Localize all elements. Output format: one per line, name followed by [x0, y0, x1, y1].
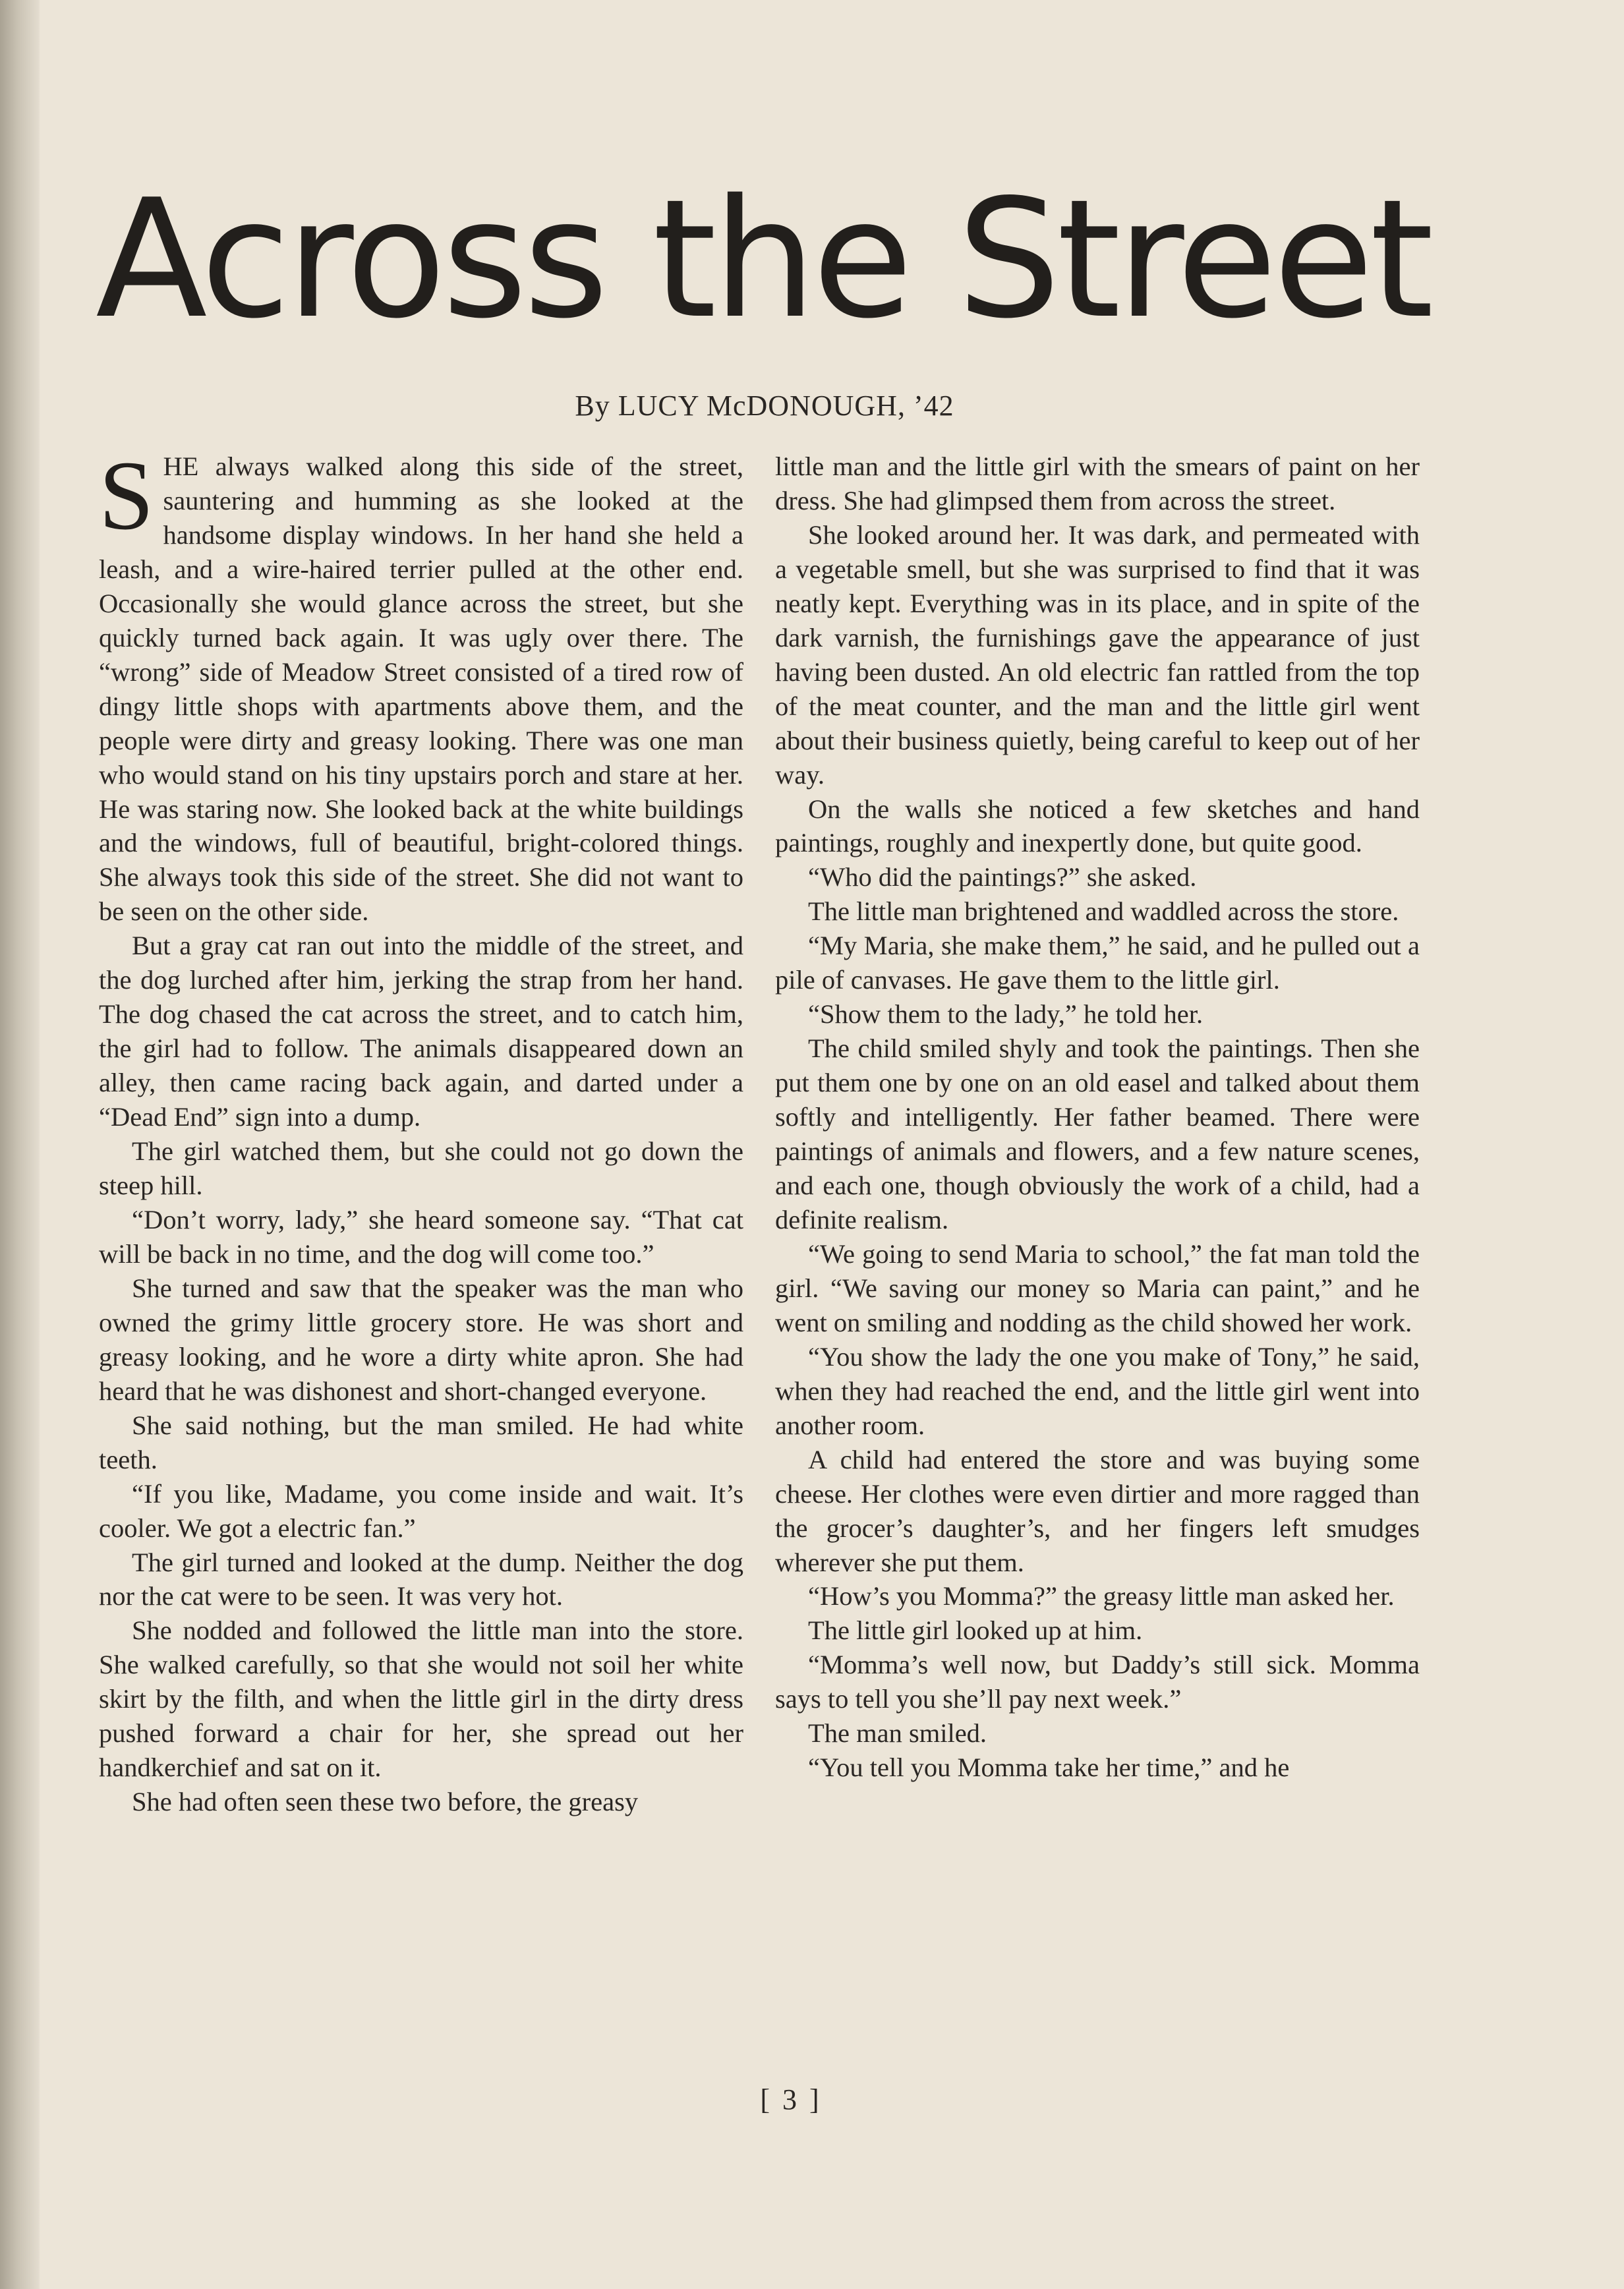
text-column-right — [775, 449, 1420, 1785]
paragraph: “You tell you Momma take her time,” and he — [808, 1753, 1290, 1783]
article-byline: By LUCY McDONOUGH, ’42 — [575, 390, 954, 422]
paragraph: little man and the little girl with the smears of paint on her dress. She had glimpsed them from across the street. — [775, 451, 1420, 515]
paragraph: A child had entered the store and was buying some cheese. Her clothes were even dirtier and more ragged than the grocer’s daughter’s, and her fingers left smudges wherever she put them. — [775, 1444, 1420, 1577]
page-binding-shadow — [0, 0, 40, 2289]
paragraph: She said nothing, but the man smiled. He had white teeth. — [99, 1410, 743, 1474]
article-title: Across the Street — [96, 165, 1430, 355]
paragraph: She looked around her. It was dark, and permeated with a vegetable smell, but she was surprised to find that it was neatly kept. Everything was in its place, and in spite of the dark varnish, the furnishings gave the appearance of just having been dusted. An old electric fan rattled from the top of the meat counter, and the man and the little girl went about their business quietly, being careful to keep out of her way. — [775, 519, 1420, 790]
paragraph: She had often seen these two before, the greasy — [132, 1787, 639, 1817]
paragraph: “Momma’s well now, but Daddy’s still sick. Momma says to tell you she’ll pay next week.” — [775, 1650, 1420, 1714]
page-number: [ 3 ] — [760, 2083, 822, 2116]
paragraph: But a gray cat ran out into the middle of the street, and the dog lurched after him, jerking the strap from her hand. The dog chased the cat across the street, and to catch him, the girl had to follow. The animals disappeared down an alley, then came racing back again, and darted under a “Dead End” sign into a dump. — [99, 931, 743, 1132]
paragraph: She nodded and followed the little man into the store. She walked carefully, so that she would not soil her white skirt by the filth, and when the little girl in the dirty dress pushed forward a chair for her, she spread out her handkerchief and sat on it. — [99, 1615, 743, 1783]
paragraph: “Don’t worry, lady,” she heard someone say. “That cat will be back in no time, and the dog will come too.” — [99, 1204, 743, 1269]
paragraph: On the walls she noticed a few sketches and hand paintings, roughly and inexpertly done, but quite good. — [775, 794, 1420, 858]
paragraph: The little girl looked up at him. — [808, 1615, 1143, 1646]
paragraph: “If you like, Madame, you come inside and wait. It’s cooler. We got a electric fan.” — [99, 1478, 743, 1543]
paragraph: The little man brightened and waddled across the store. — [808, 896, 1399, 927]
drop-cap: S — [99, 441, 154, 550]
paragraph: She turned and saw that the speaker was the man who owned the grimy little grocery store. He was short and greasy looking, and he wore a dirty white apron. She had heard that he was dishonest and short-changed everyone. — [99, 1273, 743, 1406]
paragraph: “How’s you Momma?” the greasy little man asked her. — [808, 1581, 1395, 1611]
paragraph: SHE always walked along this side of the street, sauntering and humming as she looked at the handsome display windows. In her hand she held a leash, and a wire-haired terrier pulled at the other end. Occasionally she would glance across the street, but she quickly turned back again. It was ugly over there. The “wrong” side of Meadow Street consisted of a tired row of dingy little shops with apartments above them, and the people were dirty and greasy looking. There was one man who would stand on his tiny upstairs porch and stare at her. He was staring now. She looked back at the white buildings and the windows, full of beautiful, bright-colored things. She always took this side of the street. She did not want to be seen on the other side. — [99, 441, 743, 927]
paragraph: “Who did the paintings?” she asked. — [808, 862, 1197, 892]
paragraph: The man smiled. — [808, 1718, 987, 1749]
text-column-left — [99, 441, 743, 1819]
paragraph: The child smiled shyly and took the paintings. Then she put them one by one on an old easel and talked about them softly and intelligently. Her father beamed. There were paintings of animals and flowers, and a few nature scenes, and each one, though obviously the work of a child, had a definite realism. — [775, 1033, 1420, 1234]
paragraph: “We going to send Maria to school,” the fat man told the girl. “We saving our money so Maria can paint,” and he went on smiling and nodding as the child showed her work. — [775, 1238, 1420, 1337]
paragraph: The girl watched them, but she could not go down the steep hill. — [99, 1136, 743, 1201]
paragraph: “Show them to the lady,” he told her. — [808, 999, 1204, 1029]
paragraph: The girl turned and looked at the dump. Neither the dog nor the cat were to be seen. It was very hot. — [99, 1547, 743, 1611]
paragraph: “You show the lady the one you make of Tony,” he said, when they had reached the end, and the little girl went into another room. — [775, 1341, 1420, 1440]
paragraph: “My Maria, she make them,” he said, and he pulled out a pile of canvases. He gave them to the little girl. — [775, 931, 1420, 995]
